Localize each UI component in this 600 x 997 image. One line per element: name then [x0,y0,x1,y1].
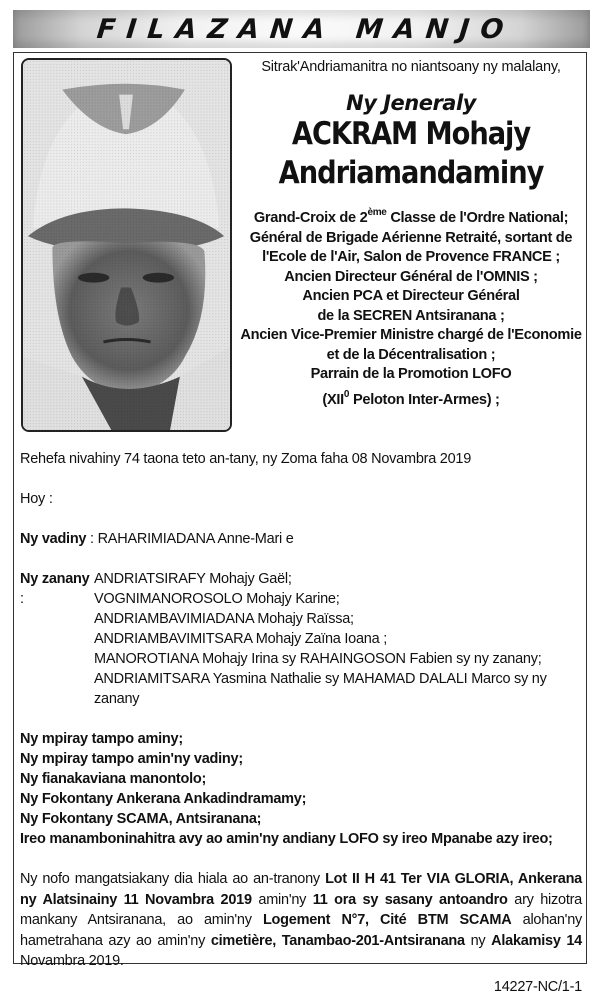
funeral-lodging: Logement N°7, Cité BTM SCAMA [262,912,512,928]
honor-text: Grand-Croix de 2 [253,210,368,226]
announcement-box [13,52,587,995]
child-item: ANDRIATSIRAFY Mohajy Gaël; [94,571,292,587]
children-label: Ny zanany [20,571,90,587]
children-separator: : [20,591,24,607]
honor-line: Ancien PCA et Directeur Général [302,288,520,304]
mourner-line: Ny mpiray tampo amin'ny vadiny; [20,751,243,767]
honor-text: Peloton Inter-Armes) ; [349,391,500,408]
mourner-line: Ireo manamboninahitra avy ao amin'ny andiany LOFO sy ireo Mpanabe azy ireo; [20,831,553,847]
deceased-name-line1: ACKRAM Mohajy [291,116,531,152]
honor-line: de la SECREN Antsiranana ; [317,307,505,324]
child-item: VOGNIMANOROSOLO Mohajy Karine; [94,591,340,607]
honor-line: Ancien Vice-Premier Ministre chargé de l'Economie [240,327,582,343]
funeral-details [20,869,582,972]
family-mourners [20,729,582,849]
spouse-name: : RAHARIMIADANA Anne-Mari e [86,531,294,547]
funeral-time: 11 ora sy sasany antoandro [312,891,508,908]
portrait-image [23,60,230,430]
funeral-text: alohan'ny hametrahana azy ao amin'ny [20,912,583,949]
funeral-address-date: Lot II H 41 Ter VIA GLORIA, Ankerana ny Alatsinainy 11 Novambra 2019 [20,871,582,908]
spouse-label: Ny vadiny [20,531,87,547]
child-item: ANDRIAMBAVIMITSARA Mohajy Zaïna Ioana ; [94,631,387,647]
honor-text: (XII [322,391,344,408]
honor-line: Parrain de la Promotion LOFO [310,366,512,382]
honor-superscript: 0 [343,388,350,400]
death-notice: Rehefa nivahiny 74 taona teto an-tany, ny Zoma faha 08 Novambra 2019 [20,451,472,467]
children-names [94,569,582,709]
funeral-text: ny [464,932,492,949]
mourner-line: Ny mpiray tampo aminy; [20,731,183,747]
intro-text: Sitrak'Andriamanitra no niantsoany ny malalany, [261,59,561,75]
honor-line: Ancien Directeur Général de l'OMNIS ; [284,268,538,285]
mourner-line: Ny Fokontany SCAMA, Antsiranana; [20,811,262,827]
header-banner [13,10,590,48]
child-item: ANDRIAMBAVIMIADANA Mohajy Raïssa; [94,611,354,627]
hoy-label: Hoy : [20,491,53,507]
honor-line: Général de Brigade Aérienne Retraité, sortant de [249,229,573,246]
mourner-line: Ny Fokontany Ankerana Ankadindramamy; [20,791,307,807]
funeral-text: amin'ny [251,891,313,908]
funeral-text: ary hizotra mankany Antsiranana, ao amin'ny [20,891,582,928]
mourner-line: Ny fianakaviana manontolo; [20,771,207,787]
portrait-photo [21,58,232,432]
children-label-cell [20,569,94,709]
header-title: FILAZANA MANJO [95,13,516,45]
child-item: MANOROTIANA Mohajy Irina sy RAHAINGOSON Fabien sy ny zanany; [94,651,542,667]
announcement-header [236,53,586,410]
announcement-body [20,449,582,997]
honor-line: et de la Décentralisation ; [326,346,496,363]
funeral-cemetery: cimetière, Tanambao-201-Antsiranana [210,932,465,949]
spouse-line [20,529,582,549]
honors-list [236,209,586,410]
deceased-rank: Ny Jeneraly [346,91,476,115]
honor-text: Classe de l'Ordre National; [386,210,569,226]
funeral-text: Ny nofo mangatsiakany dia hiala ao an-tranony [20,871,326,887]
honor-peloton [236,388,586,411]
honor-superscript: ème [367,207,387,218]
honor-line: l'Ecole de l'Air, Salon de Provence FRANCE ; [262,249,560,265]
children-list [20,569,582,709]
deceased-name-line2: Andriamandaminy [278,155,544,191]
reference-code: 14227-NC/1-1 [493,978,582,995]
funeral-text: Novambra 2019. [20,953,124,969]
funeral-burial-day: Alakamisy 14 [491,932,582,949]
child-item: ANDRIAMITSARA Yasmina Nathalie sy MAHAMAD DALALI Marco sy ny zanany [94,671,547,707]
honor-grand-croix [236,209,586,229]
